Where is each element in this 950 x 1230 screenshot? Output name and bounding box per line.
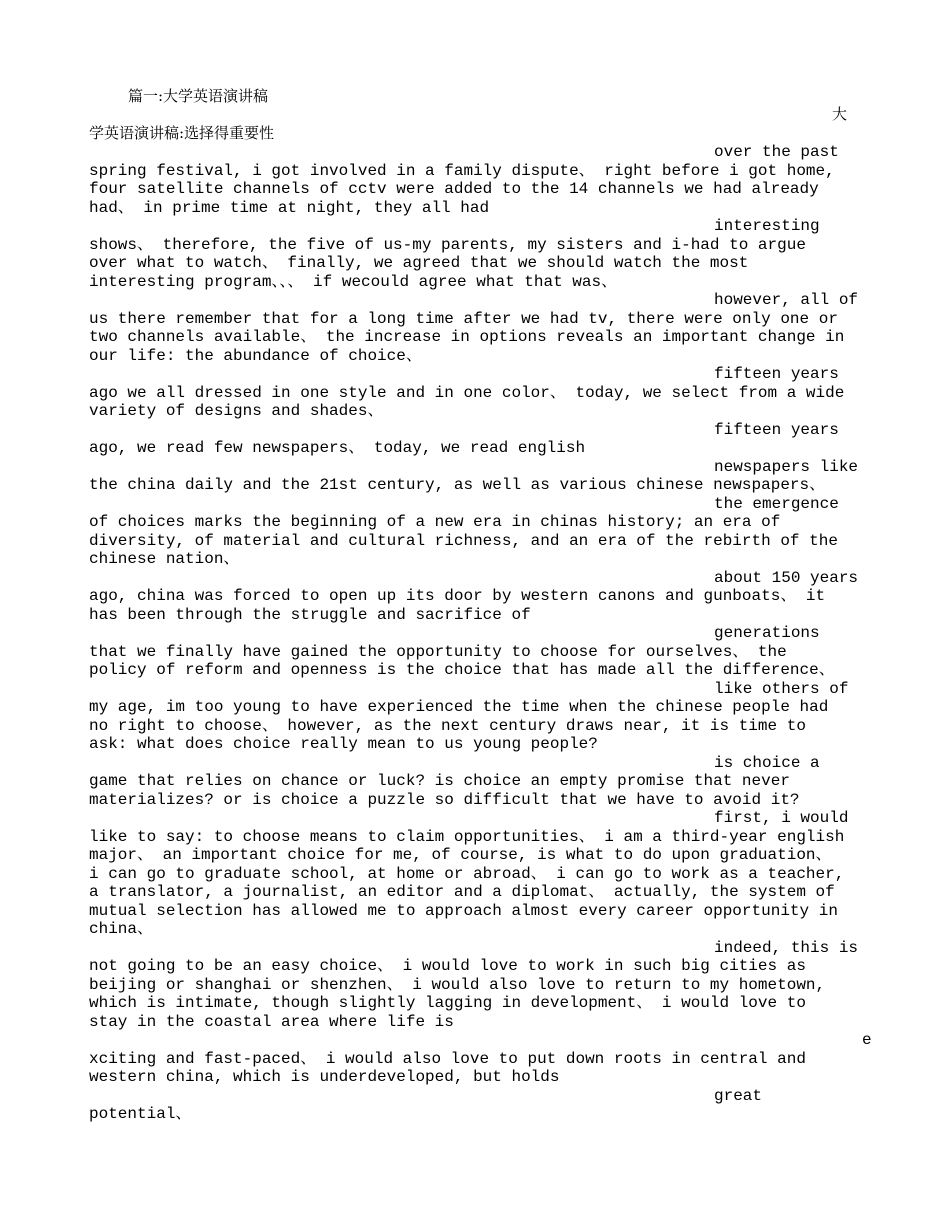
paragraph-lead: newspapers like [714, 457, 859, 476]
paragraph: ago we all dressed in one style and in one color、 today, we select from a wide variety of designs and shades、 [89, 383, 845, 420]
paragraph-lead: great [714, 1086, 763, 1105]
paragraph: of choices marks the beginning of a new era in chinas history; an era of diversity, of material and cultural richness, and an era of the rebirth of the chinese nation、 [89, 513, 838, 568]
paragraph-lead: like others of [714, 679, 849, 698]
paragraph: us there remember that for a long time after we had tv, there were only one or two channels available、 the increase in options reveals an important change in our life: the abundance of choice、 [89, 309, 845, 365]
paragraph: ago, we read few newspapers、 today, we read english [89, 439, 586, 457]
paragraph: ago, china was forced to open up its door by western canons and gunboats、 it has been through the struggle and sacrifice of [89, 587, 826, 624]
paragraph: like to say: to choose means to claim opportunities、 i am a third-year english major、 an important choice for me, of course, is what to do upon graduation、 i can go to graduate school, at home or abroad、 i can go to work as a teacher, a translator, a journalist, an editor and a diplomat、 actually, the system of mutual selection has allowed me to approach almost every career opportunity in china、 [89, 827, 845, 938]
title-wrap-char: 大 [832, 105, 848, 123]
paragraph: shows、 therefore, the five of us-my parents, my sisters and i-had to argue over what to watch、 finally, we agreed that we should watch the most interesting program、、、 if wecould agree what that was、 [89, 235, 806, 291]
paragraph: my age, im too young to have experienced the time when the chinese people had no right to choose、 however, as the next century draws near, it is time to ask: what does choice really mean to us young people? [89, 698, 829, 753]
paragraph: potential、 [89, 1105, 192, 1123]
paragraph-lead: over the past [714, 143, 839, 161]
speech-body [89, 143, 879, 1124]
paragraph-lead: interesting [714, 217, 820, 235]
paragraph-lead: generations [714, 624, 820, 642]
paragraph-lead: fifteen years [714, 365, 839, 383]
paragraph: that we finally have gained the opportunity to choose for ourselves、 the policy of reform and openness is the choice that has made all the difference、 [89, 642, 835, 679]
paragraph-lead: about 150 years [714, 568, 859, 587]
document-subtitle: 学英语演讲稿:选择得重要性 [89, 124, 275, 142]
paragraph: not going to be an easy choice、 i would love to work in such big cities as beijing or shanghai or shenzhen、 i would also love to return to my hometown, which is intimate, though slightly lagging in development、 i would love to stay in the coastal area where life is [89, 957, 826, 1031]
paragraph: the china daily and the 21st century, as well as various chinese newspapers、 [89, 476, 826, 494]
paragraph-lead: fifteen years [714, 420, 839, 439]
paragraph-lead: however, all of [714, 291, 859, 309]
paragraph: xciting and fast-paced、 i would also love to put down roots in central and western china, which is underdeveloped, but holds [89, 1049, 806, 1086]
paragraph: game that relies on chance or luck? is choice an empty promise that never materializes? or is choice a puzzle so difficult that we have to avoid it? [89, 772, 800, 809]
document-title: 篇一:大学英语演讲稿 [128, 87, 269, 105]
paragraph-lead: is choice a [714, 753, 820, 772]
paragraph-lead-far: e [862, 1031, 872, 1049]
paragraph: spring festival, i got involved in a family dispute、 right before i got home, four satellite channels of cctv were added to the 14 channels we had already had、 in prime time at night, they all had [89, 161, 835, 217]
paragraph-lead: indeed, this is [714, 938, 859, 957]
paragraph-lead: the emergence [714, 494, 839, 513]
paragraph-lead: first, i would [714, 809, 849, 827]
